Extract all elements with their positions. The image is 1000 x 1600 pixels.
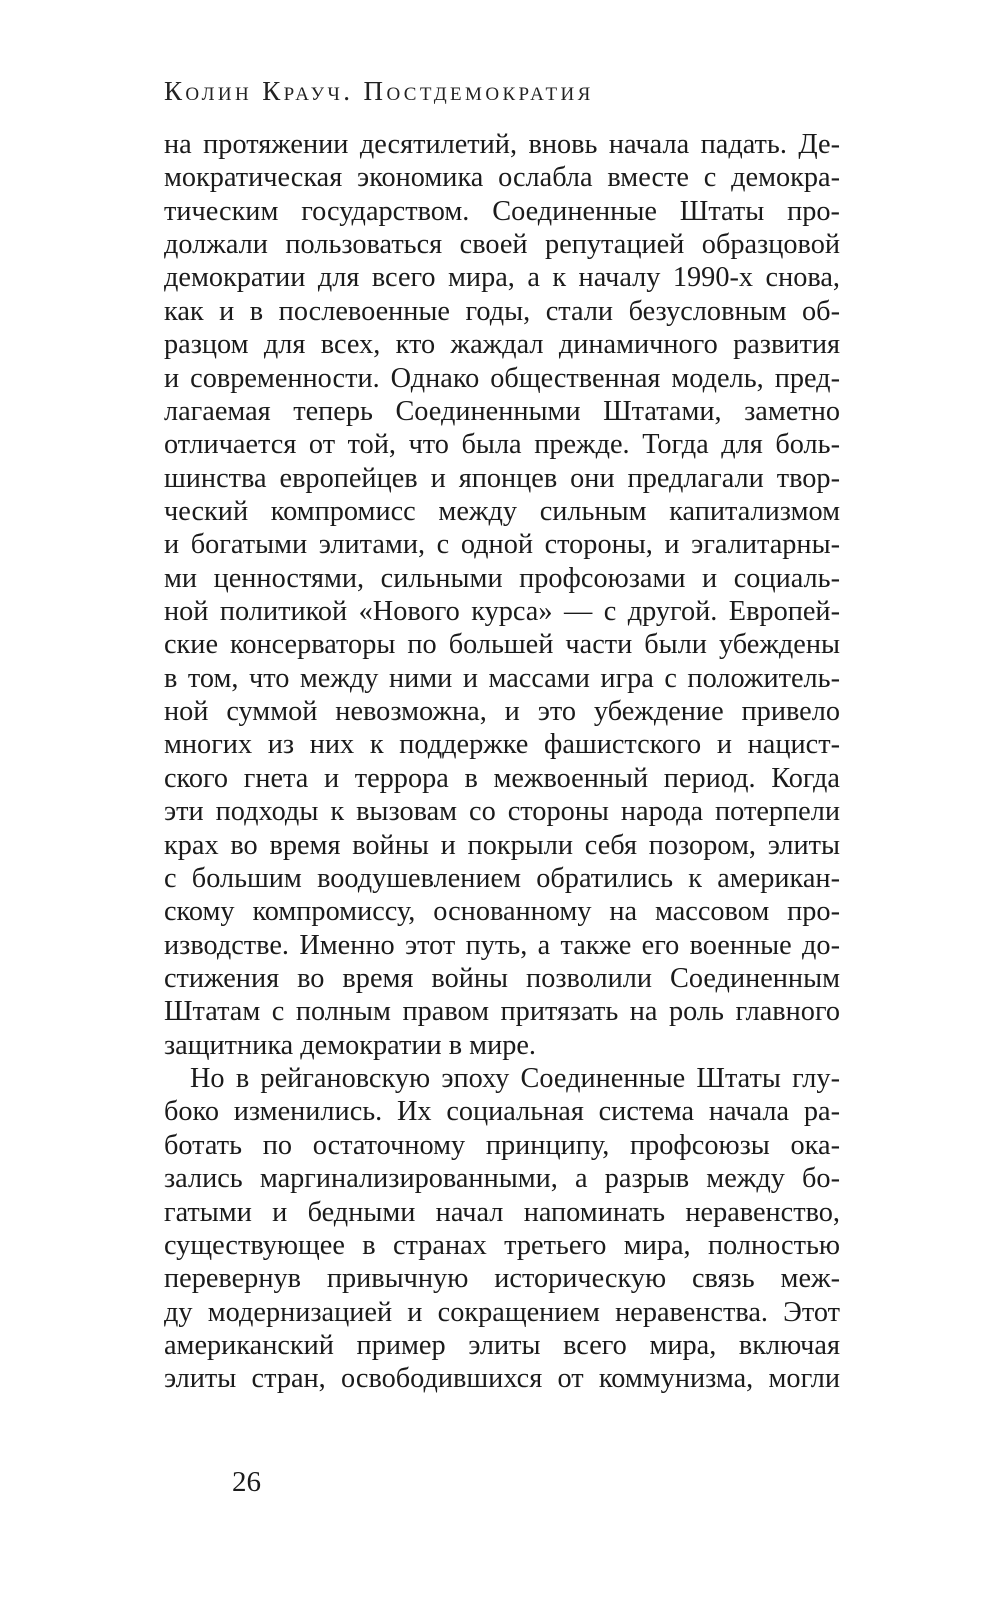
text-line: изводстве. Именно этот путь, а также его военные до- — [164, 929, 840, 961]
text-line: ского гнета и террора в межвоенный период. Когда — [164, 762, 840, 794]
body-text — [164, 128, 840, 1396]
text-line: боко изменились. Их социальная система начала ра- — [164, 1096, 840, 1128]
text-line: эти подходы к вызовам со стороны народа потерпели — [164, 796, 840, 828]
text-line: должали пользоваться своей репутацией образцовой — [164, 229, 840, 261]
text-line: разцом для всех, кто жаждал динамичного развития — [164, 329, 840, 361]
text-line: зались маргинализированными, а разрыв между бо- — [164, 1163, 840, 1195]
text-line: как и в послевоенные годы, стали безусловным об- — [164, 295, 840, 327]
text-line: на протяжении десятилетий, вновь начала падать. Де- — [164, 129, 840, 160]
text-line: скому компромиссу, основанному на массовом про- — [164, 896, 840, 928]
text-line: шинства европейцев и японцев они предлагали твор- — [164, 462, 840, 494]
text-line: стижения во время войны позволили Соединенным — [164, 962, 840, 994]
text-line: ские консерваторы по большей части были убеждены — [164, 629, 840, 661]
text-line: элиты стран, освободившихся от коммунизма, могли — [164, 1363, 840, 1395]
text-line: лагаемая теперь Соединенными Штатами, заметно — [164, 395, 840, 427]
text-line: существующее в странах третьего мира, полностью — [164, 1229, 840, 1261]
page-number: 26 — [232, 1466, 261, 1498]
text-line: перевернув привычную историческую связь меж- — [164, 1263, 840, 1295]
text-line: Штатам с полным правом притязать на роль главного — [164, 996, 840, 1028]
text-line: тическим государством. Соединенные Штаты про- — [164, 195, 840, 227]
text-line: ческий компромисс между сильным капитализмом — [164, 495, 840, 527]
text-line: крах во время войны и покрыли себя позором, элиты — [164, 829, 840, 861]
text-line: ной политикой «Нового курса» — с другой. Европей- — [164, 596, 840, 628]
text-line: отличается от той, что была прежде. Тогда для боль- — [164, 429, 840, 461]
text-line: демократии для всего мира, а к началу 1990-х снова, — [164, 262, 840, 294]
text-line: гатыми и бедными начал напоминать неравенство, — [164, 1196, 840, 1228]
text-line: и современности. Однако общественная модель, пред- — [164, 362, 840, 394]
text-line: Но в рейгановскую эпоху Соединенные Штаты глу- — [190, 1063, 840, 1095]
text-line: защитника демократии в мире. — [164, 1029, 537, 1061]
text-line: и богатыми элитами, с одной стороны, и эгалитарны- — [164, 529, 840, 561]
text-line: мократическая экономика ослабла вместе с демокра- — [164, 162, 840, 194]
text-line: ной суммой невозможна, и это убеждение привело — [164, 696, 840, 728]
text-line: ми ценностями, сильными профсоюзами и социаль- — [164, 562, 840, 594]
running-head: Колин Крауч. Постдемократия — [164, 76, 594, 106]
text-line: с большим воодушевлением обратились к американ- — [164, 862, 840, 894]
text-line: ботать по остаточному принципу, профсоюзы ока- — [164, 1129, 840, 1161]
text-line: в том, что между ними и массами игра с положитель- — [164, 662, 840, 694]
text-line: американский пример элиты всего мира, включая — [164, 1329, 840, 1361]
text-line: ду модернизацией и сокращением неравенства. Этот — [164, 1296, 840, 1328]
text-line: многих из них к поддержке фашистского и нацист- — [164, 729, 840, 761]
